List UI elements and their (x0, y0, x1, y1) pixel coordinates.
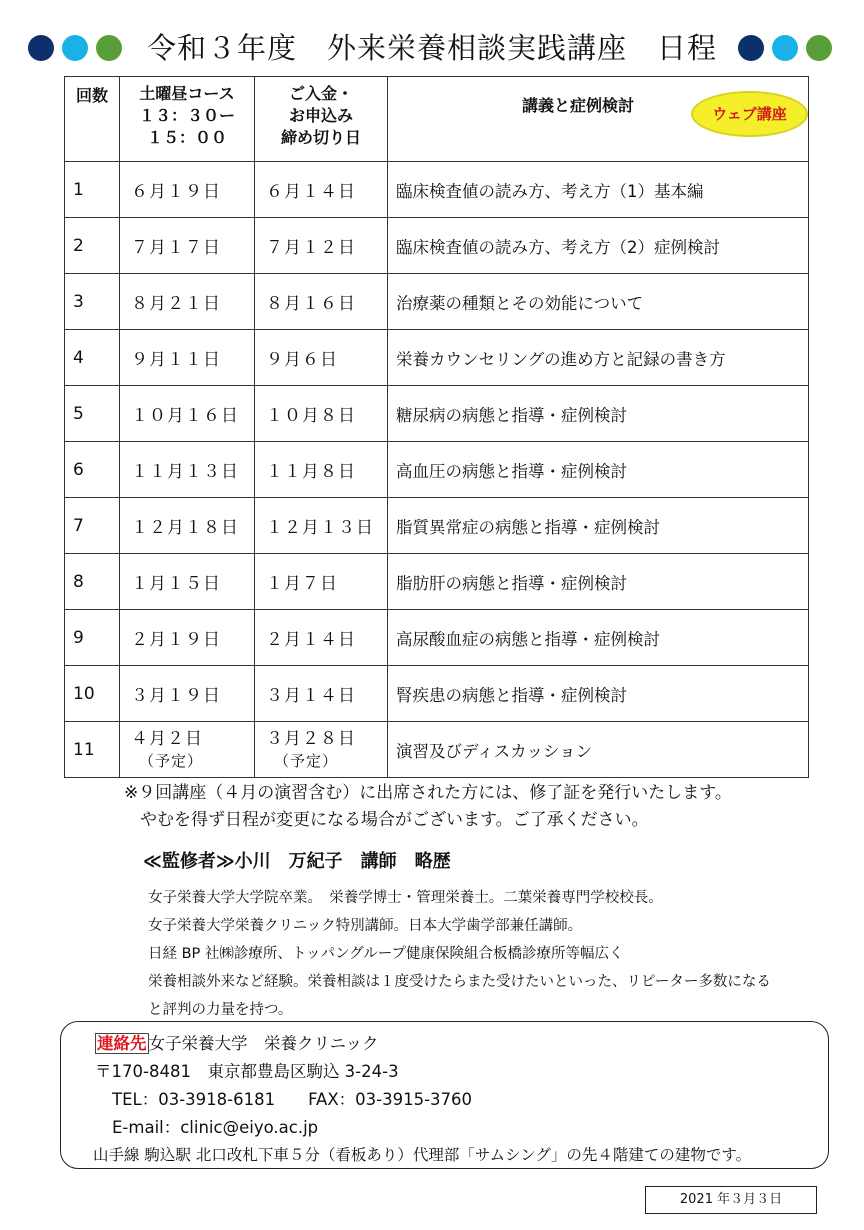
row-number: 2 (65, 218, 120, 274)
table-row (65, 274, 809, 330)
bio-line: 栄養相談外来など経験。栄養相談は１度受けたらまた受けたいといった、リピーター多数になる (148, 974, 771, 990)
bio-line: 女子栄養大学栄養クリニック特別講師。日本大学歯学部兼任講師。 (148, 918, 583, 934)
row-number: 6 (65, 442, 120, 498)
header-topic-label: 講義と症例検討 (522, 96, 635, 115)
row-topic: 高血圧の病態と指導・症例検討 (388, 442, 809, 498)
table-row (65, 330, 809, 386)
row-session-date-value: ４月２日 (131, 728, 203, 749)
row-topic: 高尿酸血症の病態と指導・症例検討 (388, 610, 809, 666)
row-session-date: ２月１９日 (120, 610, 255, 666)
contact-label: 連絡先 (97, 1034, 147, 1053)
table-row (65, 218, 809, 274)
header-deadline (255, 77, 388, 162)
bio-line: と評判の力量を持つ。 (148, 1002, 293, 1018)
row-number: 1 (65, 162, 120, 218)
table-row (65, 666, 809, 722)
row-topic: 脂質異常症の病態と指導・症例検討 (388, 498, 809, 554)
row-deadline: １月７日 (255, 554, 388, 610)
row-topic: 糖尿病の病態と指導・症例検討 (388, 386, 809, 442)
contact-org-line (95, 1033, 379, 1055)
row-deadline: １０月８日 (255, 386, 388, 442)
row-deadline-note: （予定） (274, 751, 339, 770)
header-course-line: 土曜昼コース (139, 84, 235, 103)
table-row (65, 722, 809, 778)
contact-access: 山手線 駒込駅 北口改札下車５分（看板あり）代理部「サムシング」の先４階建ての建物です。 (93, 1146, 752, 1164)
row-deadline: ３月１４日 (255, 666, 388, 722)
contact-address: 〒170-8481 東京都豊島区駒込 3-24-3 (95, 1062, 399, 1081)
page-title: 令和３年度 外来栄養相談実践講座 日程 (146, 31, 717, 65)
row-topic: 脂肪肝の病態と指導・症例検討 (388, 554, 809, 610)
row-deadline: １１月８日 (255, 442, 388, 498)
row-topic: 臨床検査値の読み方、考え方（1）基本編 (388, 162, 809, 218)
row-number: 8 (65, 554, 120, 610)
row-number: 9 (65, 610, 120, 666)
row-deadline: ６月１４日 (255, 162, 388, 218)
table-row (65, 442, 809, 498)
decorative-dot-green-right (806, 35, 832, 61)
row-session-date: １月１５日 (120, 554, 255, 610)
decorative-dot-navy-right (738, 35, 764, 61)
web-course-badge: ウェブ講座 (691, 91, 808, 137)
bio-line: 日経 BP 社㈱診療所、トッパングループ健康保険組合板橋診療所等幅広く (148, 946, 624, 962)
row-session-date: ９月１１日 (120, 330, 255, 386)
header-deadline-line: 締め切り日 (280, 128, 361, 147)
header-deadline-line: お申込み (288, 106, 353, 125)
supervisor-heading: ≪監修者≫小川 万紀子 講師 略歴 (143, 851, 451, 872)
contact-phone-fax: TEL：03-3918-6181 FAX：03-3915-3760 (112, 1090, 473, 1109)
row-session-date: １１月１３日 (120, 442, 255, 498)
table-row (65, 386, 809, 442)
row-deadline-value: ３月２８日 (266, 728, 356, 749)
contact-org: 女子栄養大学 栄養クリニック (148, 1034, 379, 1053)
schedule-table (64, 76, 809, 778)
row-deadline: ７月１２日 (255, 218, 388, 274)
row-topic: 臨床検査値の読み方、考え方（2）症例検討 (388, 218, 809, 274)
schedule-rows (65, 162, 809, 778)
row-number: 5 (65, 386, 120, 442)
header-num: 回数 (65, 77, 120, 162)
note-certificate: ※９回講座（４月の演習含む）に出席された方には、修了証を発行いたします。 (124, 783, 732, 803)
row-topic: 治療薬の種類とその効能について (388, 274, 809, 330)
row-topic: 演習及びディスカッション (388, 722, 809, 778)
row-number: 3 (65, 274, 120, 330)
row-session-date (120, 722, 255, 778)
row-session-date: ３月１９日 (120, 666, 255, 722)
row-deadline: １２月１３日 (255, 498, 388, 554)
row-session-date: １２月１８日 (120, 498, 255, 554)
header-deadline-line: ご入金・ (288, 84, 353, 103)
note-schedule-change: やむを得ず日程が変更になる場合がございます。ご了承ください。 (140, 810, 649, 830)
table-row (65, 162, 809, 218)
row-session-date: ６月１９日 (120, 162, 255, 218)
bio-line: 女子栄養大学大学院卒業。 栄養学博士・管理栄養士。二葉栄養専門学校校長。 (148, 890, 663, 906)
row-number: 11 (65, 722, 120, 778)
row-deadline (255, 722, 388, 778)
row-topic: 腎疾患の病態と指導・症例検討 (388, 666, 809, 722)
row-deadline: ９月６日 (255, 330, 388, 386)
row-deadline: ２月１４日 (255, 610, 388, 666)
decorative-dot-blue-right (772, 35, 798, 61)
row-number: 7 (65, 498, 120, 554)
header-course (120, 77, 255, 162)
row-session-date: ７月１７日 (120, 218, 255, 274)
header-course-line: １５：００ (146, 128, 227, 147)
table-row (65, 610, 809, 666)
header-course-line: １３：３０ー (138, 106, 235, 125)
row-number: 4 (65, 330, 120, 386)
issue-date: 2021 年３月３日 (645, 1186, 817, 1214)
contact-email[interactable]: E-mail：clinic@eiyo.ac.jp (112, 1118, 319, 1137)
row-deadline: ８月１６日 (255, 274, 388, 330)
row-number: 10 (65, 666, 120, 722)
row-session-date-note: （予定） (139, 751, 204, 770)
row-topic: 栄養カウンセリングの進め方と記録の書き方 (388, 330, 809, 386)
table-row (65, 554, 809, 610)
row-session-date: １０月１６日 (120, 386, 255, 442)
table-row (65, 498, 809, 554)
row-session-date: ８月２１日 (120, 274, 255, 330)
